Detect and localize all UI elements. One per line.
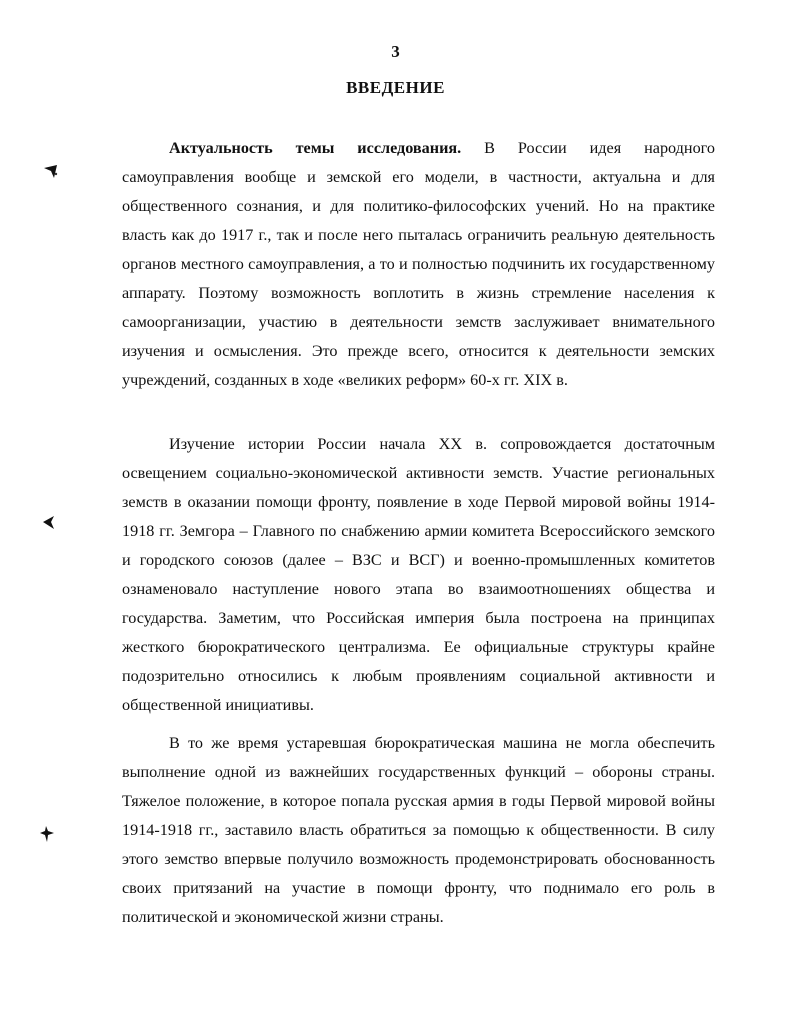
paragraph-text: В России идея народного самоуправления вообще и земской его модели, в частности, актуальна и для общественного сознания, и для политико-философских учений. Но на практике власть как до 1917 г., так и после него пыталась ограничить реальную деятельность органов местного самоуправления, а то и полностью подчинить их государственному аппарату. Поэтому возможность воплотить в жизнь стремление населения к самоорганизации, участию в деятельности земств заслуживает внимательного изучения и осмысления. Это прежде всего, относится к деятельности земских учреждений, созданных в ходе «великих реформ» 60-х гг. XIX в. <box>122 139 715 389</box>
paragraph-bureaucracy <box>122 729 715 932</box>
paragraph-history <box>122 430 715 720</box>
page-title: ВВЕДЕНИЕ <box>346 78 445 97</box>
paragraph-text: В то же время устаревшая бюрократическая машина не могла обеспечить выполнение одной из важнейших государственных функций – обороны страны. Тяжелое положение, в которое попала русская армия в годы Первой мировой войны 1914-1918 гг., заставило власть обратиться за помощью к общественности. В силу этого земство впервые получило возможность продемонстрировать обоснованность своих притязаний на участие в помощи фронту, что поднимало его роль в политической и экономической жизни страны. <box>122 734 715 926</box>
ink-mark-icon <box>40 513 58 531</box>
page-number: 3 <box>391 42 400 61</box>
paragraph-text: Изучение истории России начала XX в. сопровождается достаточным освещением социально-экономической активности земств. Участие региональных земств в оказании помощи фронту, появление в ходе Первой мировой войны 1914-1918 гг. Земгора – Главного по снабжению армии комитета Всероссийского земского и городского союзов (далее – ВЗС и ВСГ) и военно-промышленных комитетов ознаменовало наступление нового этапа во взаимоотношениях общества и государства. Заметим, что Российская империя была построена на принципах жесткого бюрократического централизма. Ее официальные структуры крайне подозрительно относились к любым проявлениям социальной активности и общественной инициативы. <box>122 435 715 714</box>
paragraph-lead: Актуальность темы исследования. <box>169 139 462 157</box>
ink-mark-icon <box>38 825 56 843</box>
ink-mark-icon <box>42 162 60 180</box>
paragraph-relevance <box>122 134 715 395</box>
